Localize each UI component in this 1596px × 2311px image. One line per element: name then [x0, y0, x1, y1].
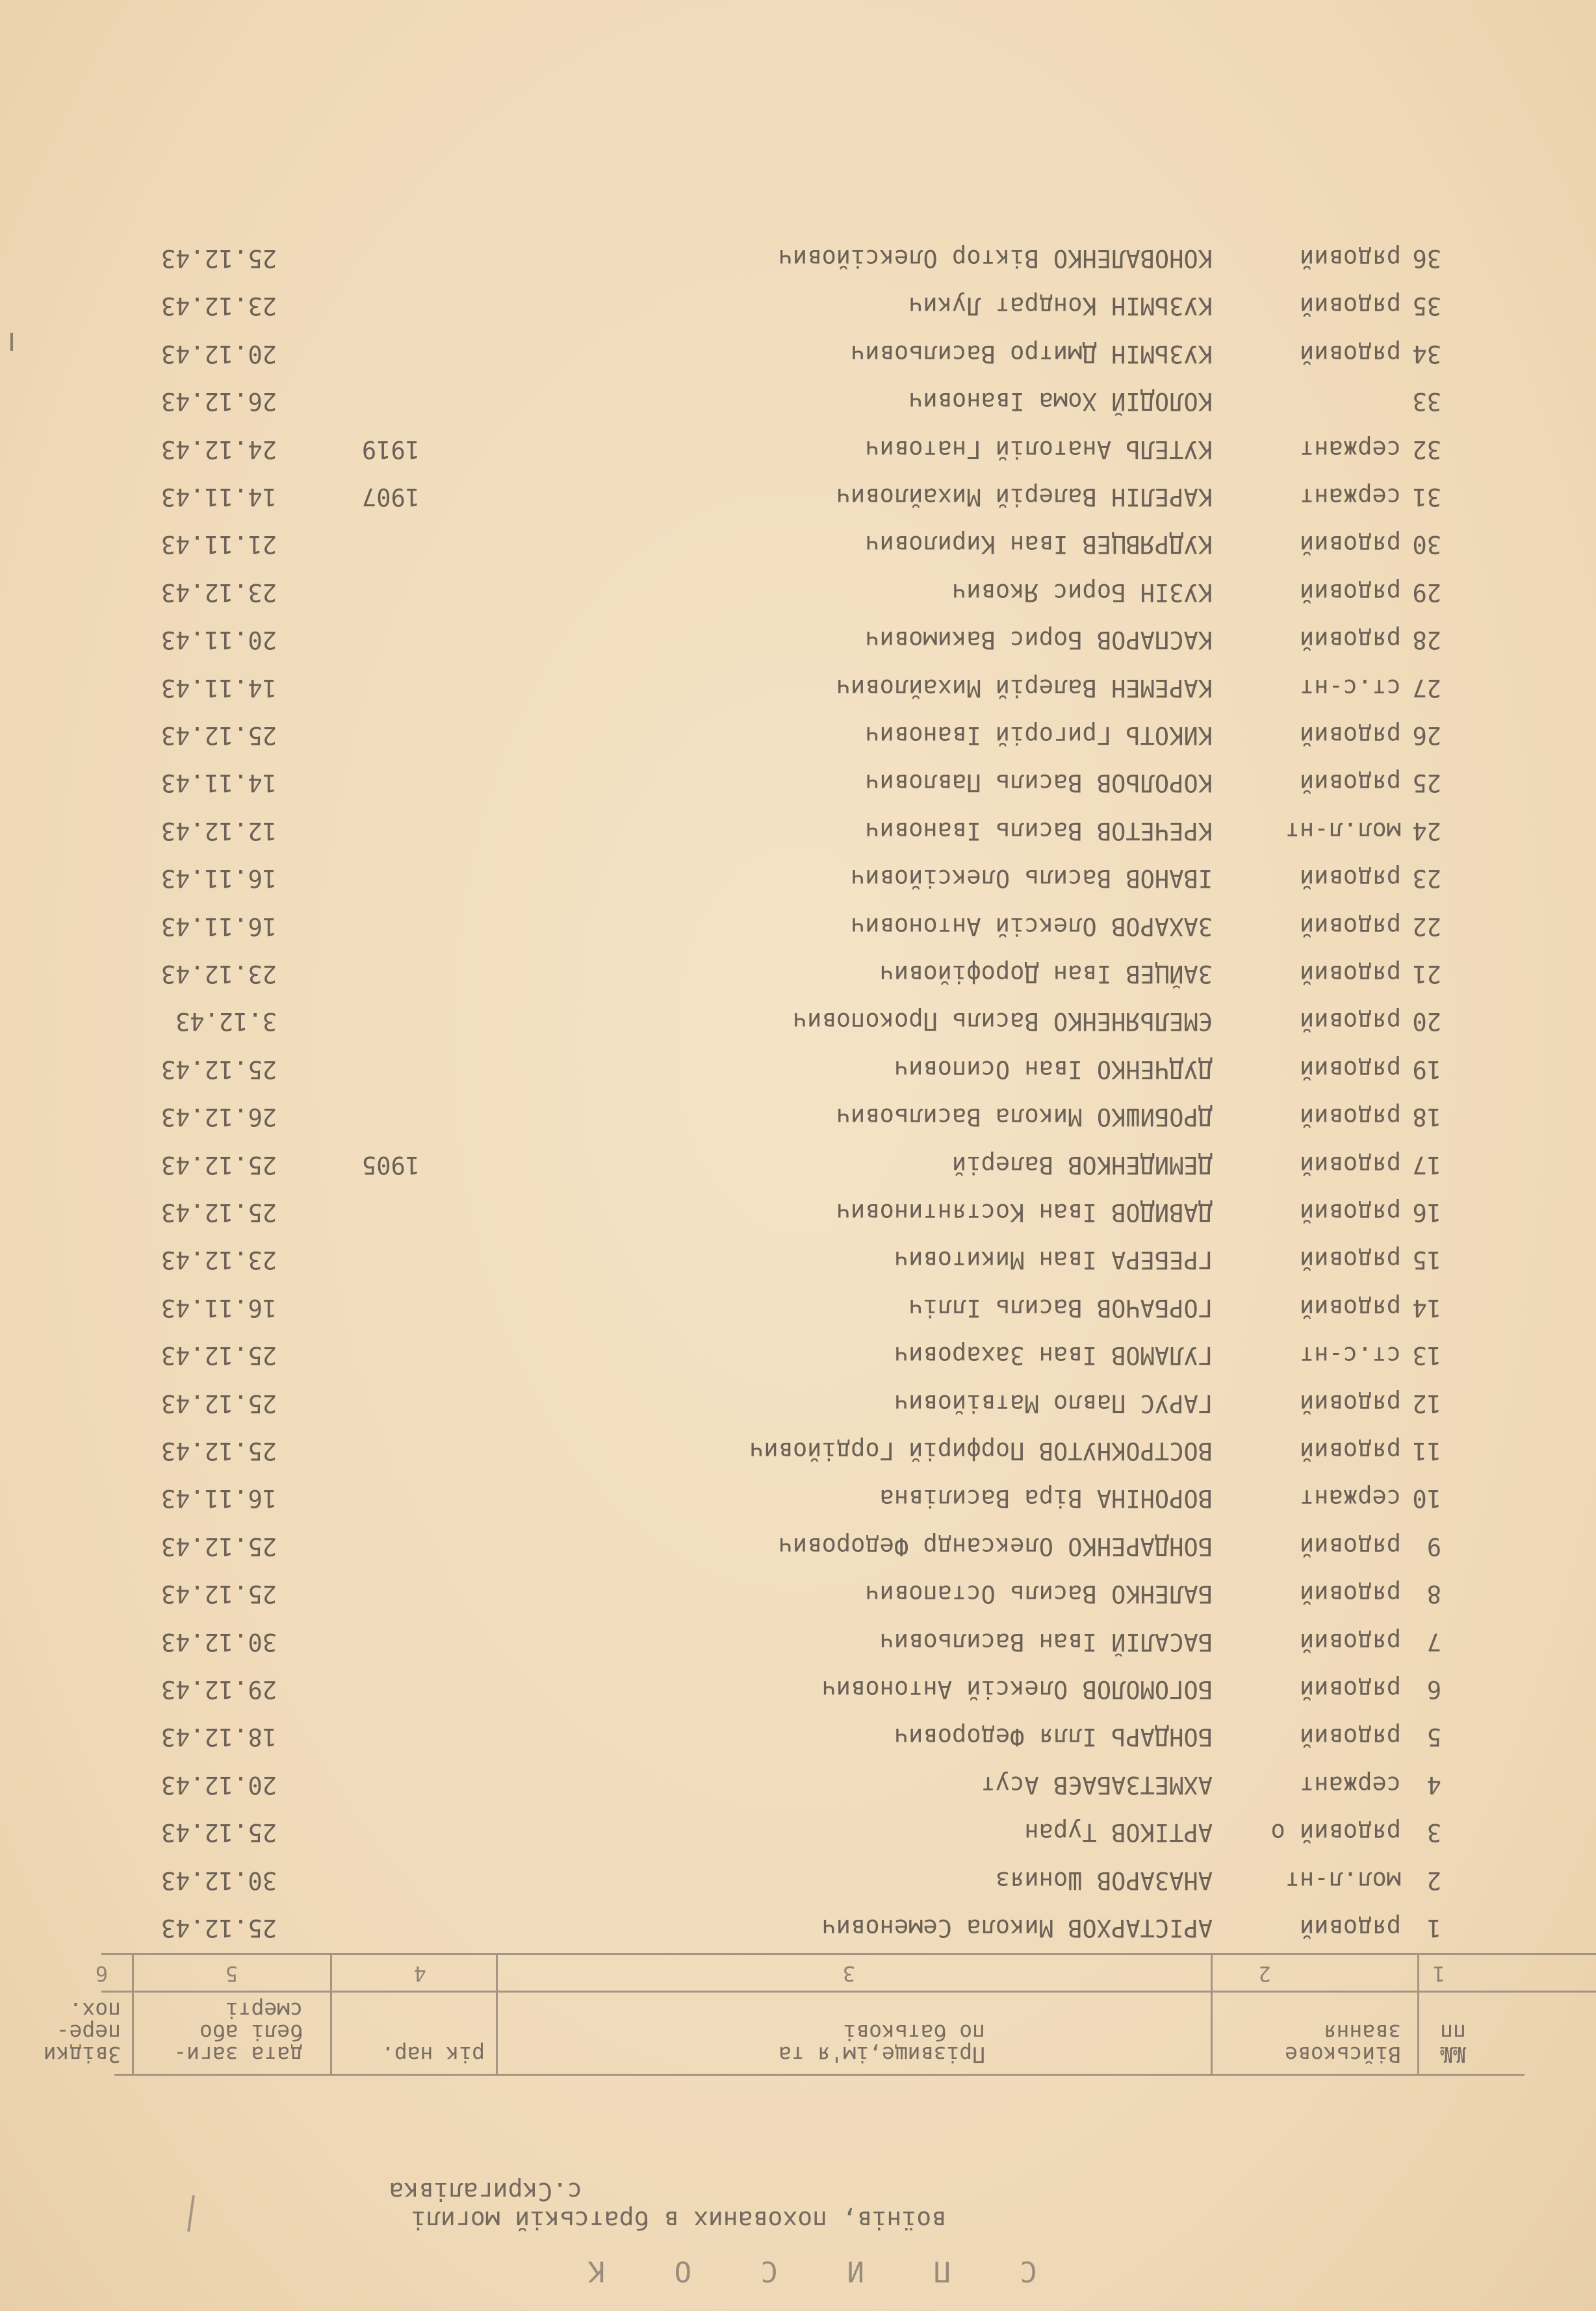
- cell-rank: рядовий: [1300, 1293, 1401, 1322]
- cell-rank: рядовий: [1300, 1675, 1401, 1703]
- table-row: [0, 606, 1596, 652]
- table-row: [0, 415, 1596, 462]
- document-subtitle: воїнів, похованих в братській могилі: [411, 2206, 946, 2234]
- column-number-4: 4: [413, 1961, 426, 1986]
- cell-name: КУДРЯВЦЕВ Іван Кирилович: [865, 530, 1213, 559]
- cell-num: 8: [1426, 1580, 1441, 1608]
- table-row: [0, 940, 1596, 987]
- table-row: [0, 1035, 1596, 1082]
- cell-rank: рядовий: [1300, 1055, 1401, 1083]
- table-row: [0, 1798, 1596, 1845]
- cell-name: КАРЕЛІН Валерій Михайлович: [836, 483, 1213, 511]
- table-row: [0, 987, 1596, 1034]
- cell-num: 13: [1412, 1341, 1441, 1370]
- cell-rank: рядовий: [1300, 1437, 1401, 1465]
- header-cell-2: Військове звання: [1285, 2020, 1401, 2067]
- cell-name: БАСАЛІЙ Іван Васильович: [879, 1627, 1213, 1656]
- column-number-3: 3: [842, 1961, 855, 1986]
- cell-num: 33: [1412, 387, 1441, 416]
- cell-date: 14.11.43: [161, 483, 277, 511]
- cell-date: 16.11.43: [161, 864, 277, 893]
- cell-date: 25.12.43: [161, 244, 277, 272]
- cell-name: БАЛЕНКО Василь Остапович: [865, 1580, 1213, 1608]
- table-row: [0, 1417, 1596, 1464]
- table-row: [0, 1560, 1596, 1607]
- cell-num: 17: [1412, 1150, 1441, 1179]
- cell-num: 12: [1412, 1389, 1441, 1417]
- cell-date: 25.12.43: [161, 1389, 277, 1417]
- cell-num: 20: [1412, 1007, 1441, 1036]
- header-top-rule: [114, 2074, 1525, 2076]
- cell-name: КУЗЬМІН Кондрат Лукич: [908, 292, 1213, 320]
- table-row: [0, 1131, 1596, 1178]
- cell-rank: рядовий: [1300, 626, 1401, 654]
- col-divider-4: [330, 1955, 332, 2076]
- cell-rank: рядовий: [1300, 1389, 1401, 1417]
- cell-year: 1919: [361, 435, 420, 463]
- cell-num: 21: [1412, 960, 1441, 988]
- cell-num: 29: [1412, 578, 1441, 606]
- table-row: [0, 844, 1596, 891]
- cell-rank: рядовий о: [1270, 1818, 1401, 1847]
- table-row: [0, 1703, 1596, 1749]
- table-row: [0, 367, 1596, 414]
- cell-num: 31: [1412, 483, 1441, 511]
- cell-date: 25.12.43: [161, 1914, 277, 1942]
- cell-rank: рядовий: [1300, 1914, 1401, 1942]
- cell-num: 23: [1412, 864, 1441, 893]
- cell-rank: рядовий: [1300, 530, 1401, 559]
- cell-name: АНАЗАРОВ Шонияз: [995, 1866, 1213, 1894]
- col-divider-5: [132, 1955, 134, 2076]
- cell-rank: рядовий: [1300, 1007, 1401, 1036]
- cell-name: БОНДАРЕНКО Олександр Федорович: [778, 1532, 1213, 1560]
- header-cell-6: Звідки пере- пох.: [43, 1998, 121, 2067]
- cell-rank: рядовий: [1300, 1150, 1401, 1179]
- cell-name: БОГОМОЛОВ Олексій Антонович: [821, 1675, 1213, 1703]
- table-row: [0, 654, 1596, 701]
- col-divider-2: [1211, 1955, 1213, 2076]
- table-row: [0, 1178, 1596, 1225]
- cell-date: 24.12.43: [161, 435, 277, 463]
- table-row: [0, 1226, 1596, 1272]
- cell-date: 16.11.43: [161, 1293, 277, 1322]
- cell-num: 32: [1412, 435, 1441, 463]
- cell-date: 23.12.43: [161, 960, 277, 988]
- cell-rank: сержант: [1300, 1484, 1401, 1513]
- table-row: [0, 1894, 1596, 1941]
- cell-num: 16: [1412, 1198, 1441, 1226]
- cell-date: 21.11.43: [161, 530, 277, 559]
- cell-rank: рядовий: [1300, 1246, 1401, 1274]
- cell-num: 24: [1412, 816, 1441, 845]
- cell-num: 28: [1412, 626, 1441, 654]
- header-cell-5: дата заги- белі або смерті: [174, 1998, 303, 2067]
- cell-rank: рядовий: [1300, 292, 1401, 320]
- cell-name: ДЕМИДЕНКОВ Валерій: [952, 1150, 1213, 1179]
- col-divider-3: [496, 1955, 498, 2076]
- cell-num: 15: [1412, 1246, 1441, 1274]
- header-cell-1: №№ пп: [1440, 2020, 1466, 2067]
- cell-date: 25.12.43: [161, 1198, 277, 1226]
- cell-num: 30: [1412, 530, 1441, 559]
- cell-rank: рядовий: [1300, 960, 1401, 988]
- cell-num: 7: [1426, 1627, 1441, 1656]
- cell-rank: рядовий: [1300, 1723, 1401, 1751]
- cell-name: АХМЕТЗАБАЄВ Асут: [981, 1770, 1213, 1799]
- cell-rank: сержант: [1300, 435, 1401, 463]
- header-bottom-rule: [101, 1991, 1596, 1993]
- table-row: [0, 797, 1596, 844]
- table-row: [0, 224, 1596, 271]
- cell-date: 25.12.43: [161, 721, 277, 749]
- cell-rank: рядовий: [1300, 769, 1401, 797]
- cell-date: 25.12.43: [161, 1150, 277, 1179]
- cell-date: 25.12.43: [161, 1580, 277, 1608]
- cell-date: 23.12.43: [161, 578, 277, 606]
- cell-name: КУЗЬМІН Дмитро Васильович: [851, 339, 1213, 368]
- column-number-1: 1: [1432, 1961, 1445, 1986]
- cell-num: 27: [1412, 673, 1441, 702]
- cell-rank: мол.л-нт: [1285, 1866, 1401, 1894]
- table-row: [0, 558, 1596, 605]
- cell-rank: рядовий: [1300, 244, 1401, 272]
- cell-date: 30.12.43: [161, 1627, 277, 1656]
- column-number-5: 5: [225, 1961, 238, 1986]
- cell-num: 5: [1426, 1723, 1441, 1751]
- cell-date: 26.12.43: [161, 1103, 277, 1131]
- cell-rank: ст.с-нт: [1300, 1341, 1401, 1370]
- cell-date: 3.12.43: [175, 1007, 277, 1036]
- header-cell-4: рік нар.: [381, 2042, 485, 2067]
- cell-date: 25.12.43: [161, 1341, 277, 1370]
- cell-rank: рядовий: [1300, 912, 1401, 940]
- cell-name: ЄМЕЛЬЯНЕНКО Василь Прокопович: [792, 1007, 1213, 1036]
- table-row: [0, 320, 1596, 367]
- cell-date: 25.12.43: [161, 1437, 277, 1465]
- cell-date: 23.12.43: [161, 1246, 277, 1274]
- document-title: С П И С О К: [561, 2254, 1037, 2288]
- cell-date: 23.12.43: [161, 292, 277, 320]
- cell-num: 9: [1426, 1532, 1441, 1560]
- cell-num: 6: [1426, 1675, 1441, 1703]
- cell-num: 36: [1412, 244, 1441, 272]
- table-row: [0, 749, 1596, 795]
- column-number-2: 2: [1258, 1961, 1271, 1986]
- column-number-rule: [101, 1953, 1596, 1955]
- cell-name: ГРЕБЕРА Іван Микитович: [894, 1246, 1213, 1274]
- cell-rank: сержант: [1300, 483, 1401, 511]
- cell-num: 35: [1412, 292, 1441, 320]
- cell-year: 1907: [361, 483, 420, 511]
- cell-rank: рядовий: [1300, 1198, 1401, 1226]
- column-number-6: 6: [95, 1961, 108, 1986]
- table-row: [0, 701, 1596, 748]
- cell-date: 20.11.43: [161, 626, 277, 654]
- cell-date: 14.11.43: [161, 769, 277, 797]
- cell-name: КУТЕЛЬ Анатолій Гнатович: [865, 435, 1213, 463]
- cell-name: ГАРУС Павло Матвійович: [894, 1389, 1213, 1417]
- cell-num: 2: [1426, 1866, 1441, 1894]
- cell-date: 25.12.43: [161, 1532, 277, 1560]
- cell-rank: рядовий: [1300, 1627, 1401, 1656]
- cell-name: КОРОЛЬОВ Василь Павлович: [865, 769, 1213, 797]
- table-row: [0, 1464, 1596, 1511]
- cell-num: 10: [1412, 1484, 1441, 1513]
- cell-num: 18: [1412, 1103, 1441, 1131]
- cell-date: 30.12.43: [161, 1866, 277, 1894]
- cell-num: 1: [1426, 1914, 1441, 1942]
- cell-date: 20.12.43: [161, 1770, 277, 1799]
- table-row: [0, 463, 1596, 510]
- cell-num: 14: [1412, 1293, 1441, 1322]
- cell-date: 20.12.43: [161, 339, 277, 368]
- cell-name: КОЛОДІЙ Хома Іванович: [908, 387, 1213, 416]
- cell-name: ВОРОНІНА Віра Василівна: [879, 1484, 1213, 1513]
- cell-num: 22: [1412, 912, 1441, 940]
- cell-name: ГУЛАМОВ Іван Захарович: [894, 1341, 1213, 1370]
- col-divider-1: [1417, 1955, 1419, 2076]
- cell-num: 26: [1412, 721, 1441, 749]
- cell-rank: рядовий: [1300, 721, 1401, 749]
- cell-date: 16.11.43: [161, 912, 277, 940]
- table-row: [0, 1512, 1596, 1559]
- document-place: с.Скригалівка: [389, 2177, 582, 2206]
- table-row: [0, 510, 1596, 557]
- cell-date: 14.11.43: [161, 673, 277, 702]
- cell-rank: рядовий: [1300, 1532, 1401, 1560]
- cell-date: 25.12.43: [161, 1055, 277, 1083]
- table-row: [0, 892, 1596, 939]
- cell-name: ГОРБАЧОВ Василь Ілліч: [908, 1293, 1213, 1322]
- cell-num: 11: [1412, 1437, 1441, 1465]
- table-row: [0, 1655, 1596, 1702]
- cell-name: ДУДЧЕНКО Іван Осипович: [894, 1055, 1213, 1083]
- cell-name: АРТІКОВ Туран: [1024, 1818, 1213, 1847]
- cell-rank: сержант: [1300, 1770, 1401, 1799]
- cell-name: ЗАЙЦЕВ Іван Дорофійович: [879, 960, 1213, 988]
- table-row: [0, 1369, 1596, 1416]
- cell-date: 18.12.43: [161, 1723, 277, 1751]
- edge-tick: [10, 333, 13, 351]
- cell-date: 29.12.43: [161, 1675, 277, 1703]
- cell-date: 25.12.43: [161, 1818, 277, 1847]
- cell-num: 34: [1412, 339, 1441, 368]
- cell-name: КОНОВАЛЕНКО Віктор Олексійович: [778, 244, 1213, 272]
- cell-rank: рядовий: [1300, 578, 1401, 606]
- cell-name: КАСПАРОВ Борис Вакимович: [865, 626, 1213, 654]
- pen-mark: [187, 2195, 195, 2232]
- cell-rank: рядовий: [1300, 864, 1401, 893]
- cell-date: 12.12.43: [161, 816, 277, 845]
- cell-rank: рядовий: [1300, 1580, 1401, 1608]
- table-row: [0, 1321, 1596, 1368]
- cell-num: 3: [1426, 1818, 1441, 1847]
- cell-year: 1905: [361, 1150, 420, 1179]
- cell-name: ДРОБИШКО Микола Васильович: [836, 1103, 1213, 1131]
- cell-name: ДАВИДОВ Іван Костянтинович: [836, 1198, 1213, 1226]
- cell-name: КУЗІН Борис Якович: [952, 578, 1213, 606]
- table-row: [0, 1751, 1596, 1798]
- cell-name: ВОСТРОКНУТОВ Порфирій Гордійович: [749, 1437, 1213, 1465]
- cell-name: АРІСТАРХОВ Микола Семенович: [821, 1914, 1213, 1942]
- cell-name: КРЕЧЕТОВ Василь Іванович: [865, 816, 1213, 845]
- cell-name: ЗАХАРОВ Олексій Антонович: [851, 912, 1213, 940]
- cell-name: БОНДАРЬ Ілля Федорович: [894, 1723, 1213, 1751]
- cell-rank: рядовий: [1300, 339, 1401, 368]
- cell-rank: ст.с-нт: [1300, 673, 1401, 702]
- cell-date: 16.11.43: [161, 1484, 277, 1513]
- cell-name: КИКОТЬ Григорій Іванович: [865, 721, 1213, 749]
- header-cell-3: Прізвище,ім'я та по батькові: [779, 2020, 985, 2067]
- cell-num: 4: [1426, 1770, 1441, 1799]
- cell-rank: рядовий: [1300, 1103, 1401, 1131]
- cell-name: ІВАНОВ Василь Олексійович: [851, 864, 1213, 893]
- table-row: [0, 1274, 1596, 1321]
- cell-num: 25: [1412, 769, 1441, 797]
- cell-rank: мол.л-нт: [1285, 816, 1401, 845]
- table-row: [0, 1608, 1596, 1655]
- cell-date: 26.12.43: [161, 387, 277, 416]
- table-row: [0, 1846, 1596, 1893]
- table-row: [0, 272, 1596, 318]
- cell-num: 19: [1412, 1055, 1441, 1083]
- cell-name: КАРЕМЕН Валерій Михайлович: [836, 673, 1213, 702]
- table-row: [0, 1083, 1596, 1130]
